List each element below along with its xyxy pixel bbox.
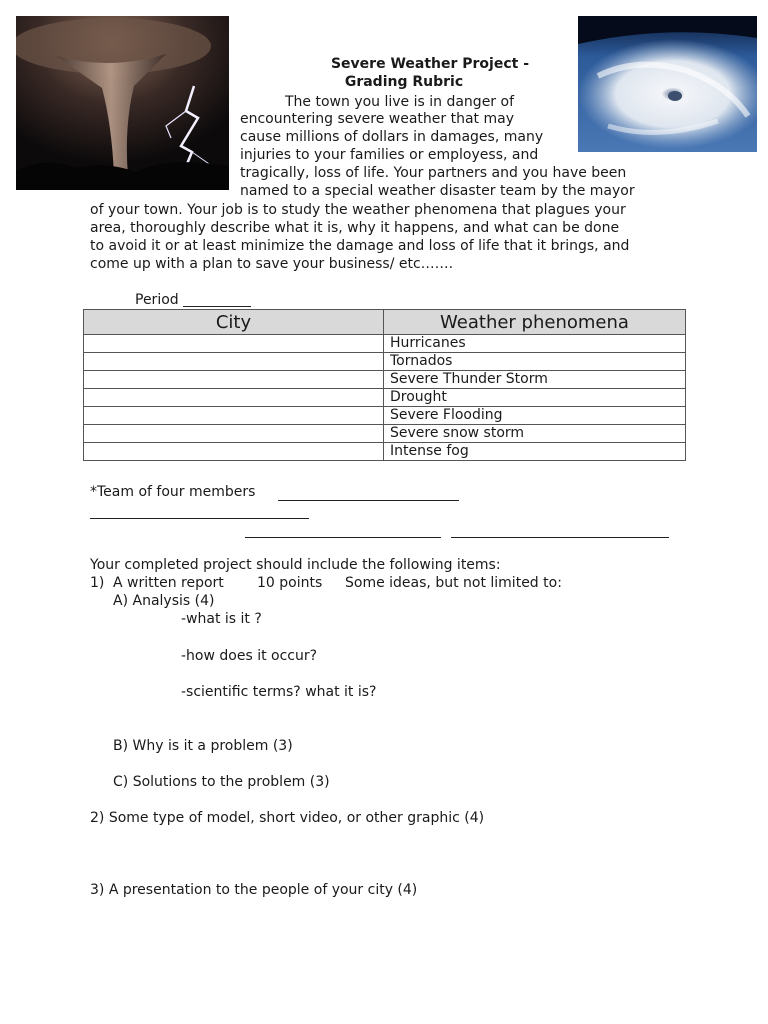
item-c-solutions: C) Solutions to the problem (3) xyxy=(113,774,330,790)
city-cell[interactable] xyxy=(84,407,384,425)
intro-line: cause millions of dollars in damages, many xyxy=(240,129,544,145)
city-cell[interactable] xyxy=(84,371,384,389)
table-row xyxy=(84,389,686,407)
team-label: *Team of four members xyxy=(90,484,256,500)
hurricane-satellite-image xyxy=(578,16,757,152)
table-row xyxy=(84,407,686,425)
intro-line: The town you live is in danger of xyxy=(285,94,515,110)
table-header-row xyxy=(84,310,686,335)
table-row xyxy=(84,335,686,353)
city-column-header: City xyxy=(84,310,384,335)
intro-line: to avoid it or at least minimize the damage and loss of life that it brings, and xyxy=(90,238,630,254)
team-member-blank[interactable] xyxy=(451,537,669,538)
table-row xyxy=(84,425,686,443)
phenomenon-cell: Tornados xyxy=(384,353,686,371)
table-row xyxy=(84,443,686,461)
city-cell[interactable] xyxy=(84,353,384,371)
item-a-sub-3: -scientific terms? what it is? xyxy=(181,684,377,700)
phenomenon-cell: Drought xyxy=(384,389,686,407)
item-1-text: A written report xyxy=(113,575,224,591)
team-member-blank[interactable] xyxy=(90,518,309,519)
city-cell[interactable] xyxy=(84,425,384,443)
item-a-sub-2: -how does it occur? xyxy=(181,648,318,664)
title-line-1: Severe Weather Project - xyxy=(330,56,530,72)
phenomenon-cell: Intense fog xyxy=(384,443,686,461)
city-cell[interactable] xyxy=(84,389,384,407)
title-line-2: Grading Rubric xyxy=(344,74,464,90)
intro-line: area, thoroughly describe what it is, why it happens, and what can be done xyxy=(90,220,620,236)
intro-line: named to a special weather disaster team by the mayor xyxy=(240,183,635,199)
phenomenon-cell: Severe Thunder Storm xyxy=(384,371,686,389)
item-a-sub-1: -what is it ? xyxy=(181,611,262,627)
phenomenon-cell: Hurricanes xyxy=(384,335,686,353)
phenomena-column-header: Weather phenomena xyxy=(384,310,686,335)
tornado-lightning-image xyxy=(16,16,229,190)
table-row xyxy=(84,353,686,371)
period-blank[interactable] xyxy=(183,306,251,307)
city-cell[interactable] xyxy=(84,335,384,353)
item-b-problem: B) Why is it a problem (3) xyxy=(113,738,293,754)
items-intro: Your completed project should include the following items: xyxy=(90,557,501,573)
phenomenon-cell: Severe snow storm xyxy=(384,425,686,443)
intro-line: come up with a plan to save your business/ etc……. xyxy=(90,256,454,272)
city-cell[interactable] xyxy=(84,443,384,461)
item-2-model: 2) Some type of model, short video, or other graphic (4) xyxy=(90,810,485,826)
intro-line: of your town. Your job is to study the weather phenomena that plagues your xyxy=(90,202,626,218)
table-row xyxy=(84,371,686,389)
hurricane-satellite-photo xyxy=(578,16,757,152)
team-member-blank[interactable] xyxy=(245,537,441,538)
item-1-note: Some ideas, but not limited to: xyxy=(345,575,562,591)
team-member-blank[interactable] xyxy=(278,500,459,501)
phenomenon-cell: Severe Flooding xyxy=(384,407,686,425)
tornado-lightning-photo xyxy=(16,16,229,190)
intro-line: tragically, loss of life. Your partners and you have been xyxy=(240,165,627,181)
item-1-number: 1) xyxy=(90,575,105,591)
item-a-analysis: A) Analysis (4) xyxy=(113,593,215,609)
intro-line: encountering severe weather that may xyxy=(240,111,514,127)
weather-table xyxy=(83,309,686,461)
period-label: Period xyxy=(135,292,179,308)
item-1-points: 10 points xyxy=(257,575,323,591)
item-3-presentation: 3) A presentation to the people of your city (4) xyxy=(90,882,418,898)
intro-line: injuries to your families or employess, and xyxy=(240,147,539,163)
document-title xyxy=(300,55,560,91)
